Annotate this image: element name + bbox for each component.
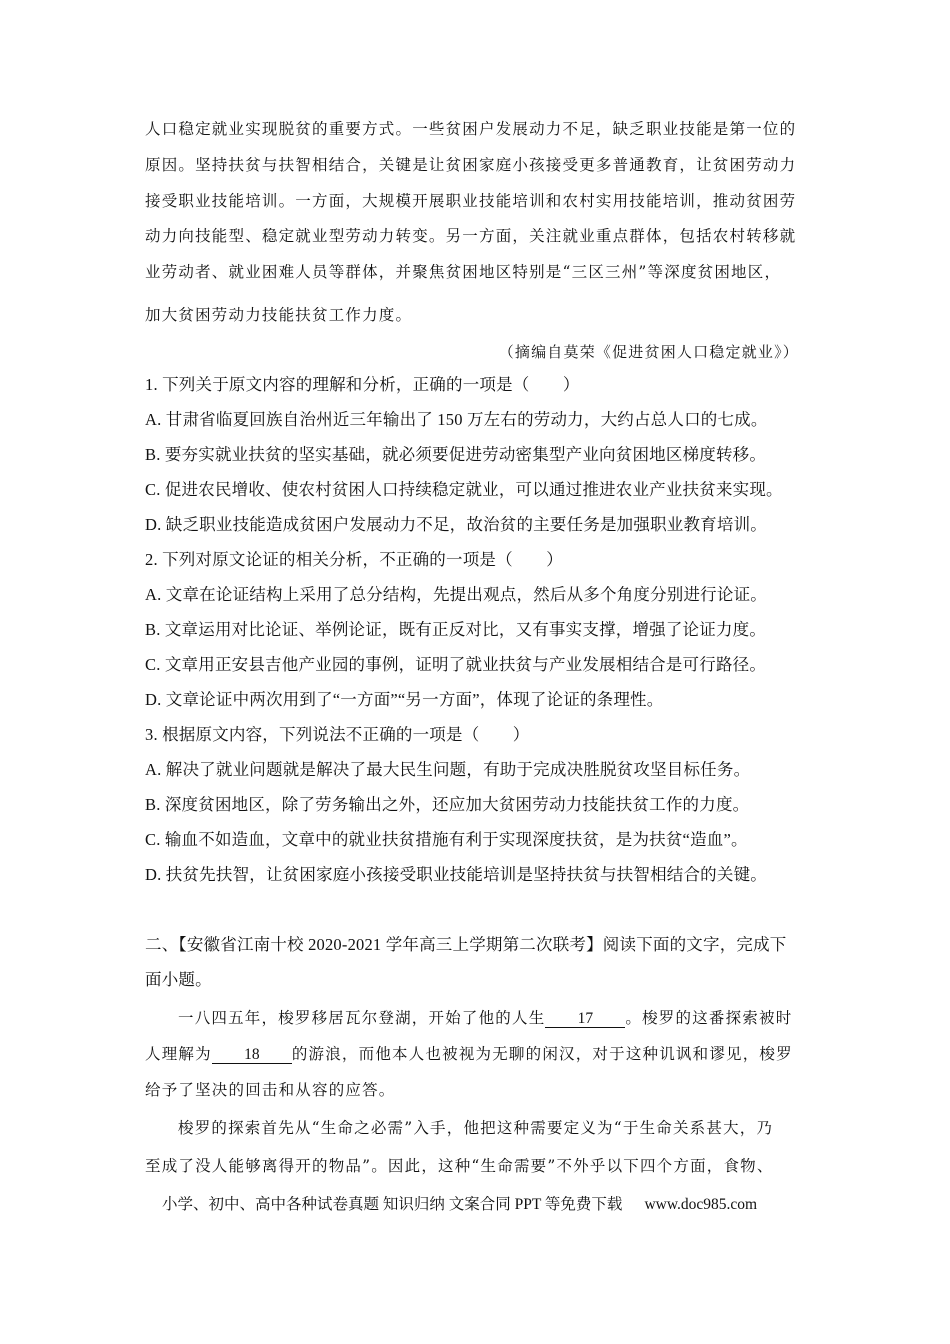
- answer-option: A. 解决了就业问题就是解决了最大民生问题，有助于完成决胜脱贫攻坚目标任务。: [145, 760, 751, 779]
- passage-line: 人口稳定就业实现脱贫的重要方式。一些贫困户发展动力不足，缺乏职业技能是第一位的: [145, 120, 797, 138]
- question-stem: 1. 下列关于原文内容的理解和分析，正确的一项是（ ）: [145, 375, 580, 394]
- answer-option: B. 要夯实就业扶贫的坚实基础，就必须要促进劳动密集型产业向贫困地区梯度转移。: [145, 445, 767, 464]
- passage-line: 业劳动者、就业困难人员等群体，并聚焦贫困地区特别是“三区三州”等深度贫困地区，: [145, 263, 782, 281]
- answer-option: D. 文章论证中两次用到了“一方面”“另一方面”，体现了论证的条理性。: [145, 690, 664, 709]
- passage-line: 接受职业技能培训。一方面，大规模开展职业技能培训和农村实用技能培训，推动贫困劳: [145, 192, 797, 210]
- answer-option: A. 甘肃省临夏回族自治州近三年输出了 150 万左右的劳动力，大约占总人口的七成。: [145, 410, 768, 429]
- answer-option: D. 缺乏职业技能造成贫困户发展动力不足，故治贫的主要任务是加强职业教育培训。: [145, 515, 767, 534]
- passage-source: （摘编自莫荣《促进贫困人口稳定就业》）: [498, 343, 799, 361]
- answer-option: C. 输血不如造血，文章中的就业扶贫措施有利于实现深度扶贫，是为扶贫“造血”。: [145, 830, 748, 849]
- passage-text: 人理解为: [145, 1045, 212, 1063]
- passage-text: 。梭罗的这番探索被时: [625, 1009, 793, 1027]
- section-heading: 二、【安徽省江南十校 2020-2021 学年高三上学期第二次联考】阅读下面的文字，完成下: [145, 935, 787, 954]
- answer-option: A. 文章在论证结构上采用了总分结构，先提出观点，然后从多个角度分别进行论证。: [145, 585, 767, 604]
- answer-option: B. 深度贫困地区，除了劳务输出之外，还应加大贫困劳动力技能扶贫工作的力度。: [145, 795, 750, 814]
- fill-blank-17: 17: [545, 1010, 625, 1028]
- answer-option: C. 文章用正安县吉他产业园的事例，证明了就业扶贫与产业发展相结合是可行路径。: [145, 655, 767, 674]
- answer-option: D. 扶贫先扶智，让贫困家庭小孩接受职业技能培训是坚持扶贫与扶智相结合的关键。: [145, 865, 767, 884]
- passage-line: [145, 1044, 800, 1064]
- section-heading: 面小题。: [145, 970, 212, 989]
- answer-option: C. 促进农民增收、使农村贫困人口持续稳定就业，可以通过推进农业产业扶贫来实现。: [145, 480, 783, 499]
- question-stem: 2. 下列对原文论证的相关分析，不正确的一项是（ ）: [145, 550, 563, 569]
- passage-text: 一八四五年，梭罗移居瓦尔登湖，开始了他的人生: [178, 1009, 546, 1027]
- passage-line: 给予了坚决的回击和从容的应答。: [145, 1081, 396, 1099]
- passage-line: 加大贫困劳动力技能扶贫工作力度。: [145, 306, 413, 324]
- answer-option: B. 文章运用对比论证、举例论证，既有正反对比，又有事实支撑，增强了论证力度。: [145, 620, 767, 639]
- passage-line: 原因。坚持扶贫与扶智相结合，关键是让贫困家庭小孩接受更多普通教育，让贫困劳动力: [145, 156, 797, 174]
- passage-line: 至成了没人能够离得开的物品”。因此，这种“生命需要”不外乎以下四个方面，食物、: [145, 1157, 774, 1175]
- footer-url: www.doc985.com: [644, 1196, 758, 1213]
- passage-line: 梭罗的探索首先从“生命之必需”入手，他把这种需要定义为“于生命关系甚大，乃: [178, 1119, 774, 1137]
- footer-text: 小学、初中、高中各种试卷真题 知识归纳 文案合同 PPT 等免费下载: [162, 1196, 623, 1213]
- passage-line: [178, 1008, 800, 1028]
- passage-line: 动力向技能型、稳定就业型劳动力转变。另一方面，关注就业重点群体，包括农村转移就: [145, 227, 797, 245]
- passage-text: 的游浪，而他本人也被视为无聊的闲汉，对于这种讥讽和谬见，梭罗: [291, 1045, 793, 1063]
- question-stem: 3. 根据原文内容，下列说法不正确的一项是（ ）: [145, 725, 530, 744]
- fill-blank-18: 18: [212, 1046, 292, 1064]
- page-footer: [162, 1192, 757, 1214]
